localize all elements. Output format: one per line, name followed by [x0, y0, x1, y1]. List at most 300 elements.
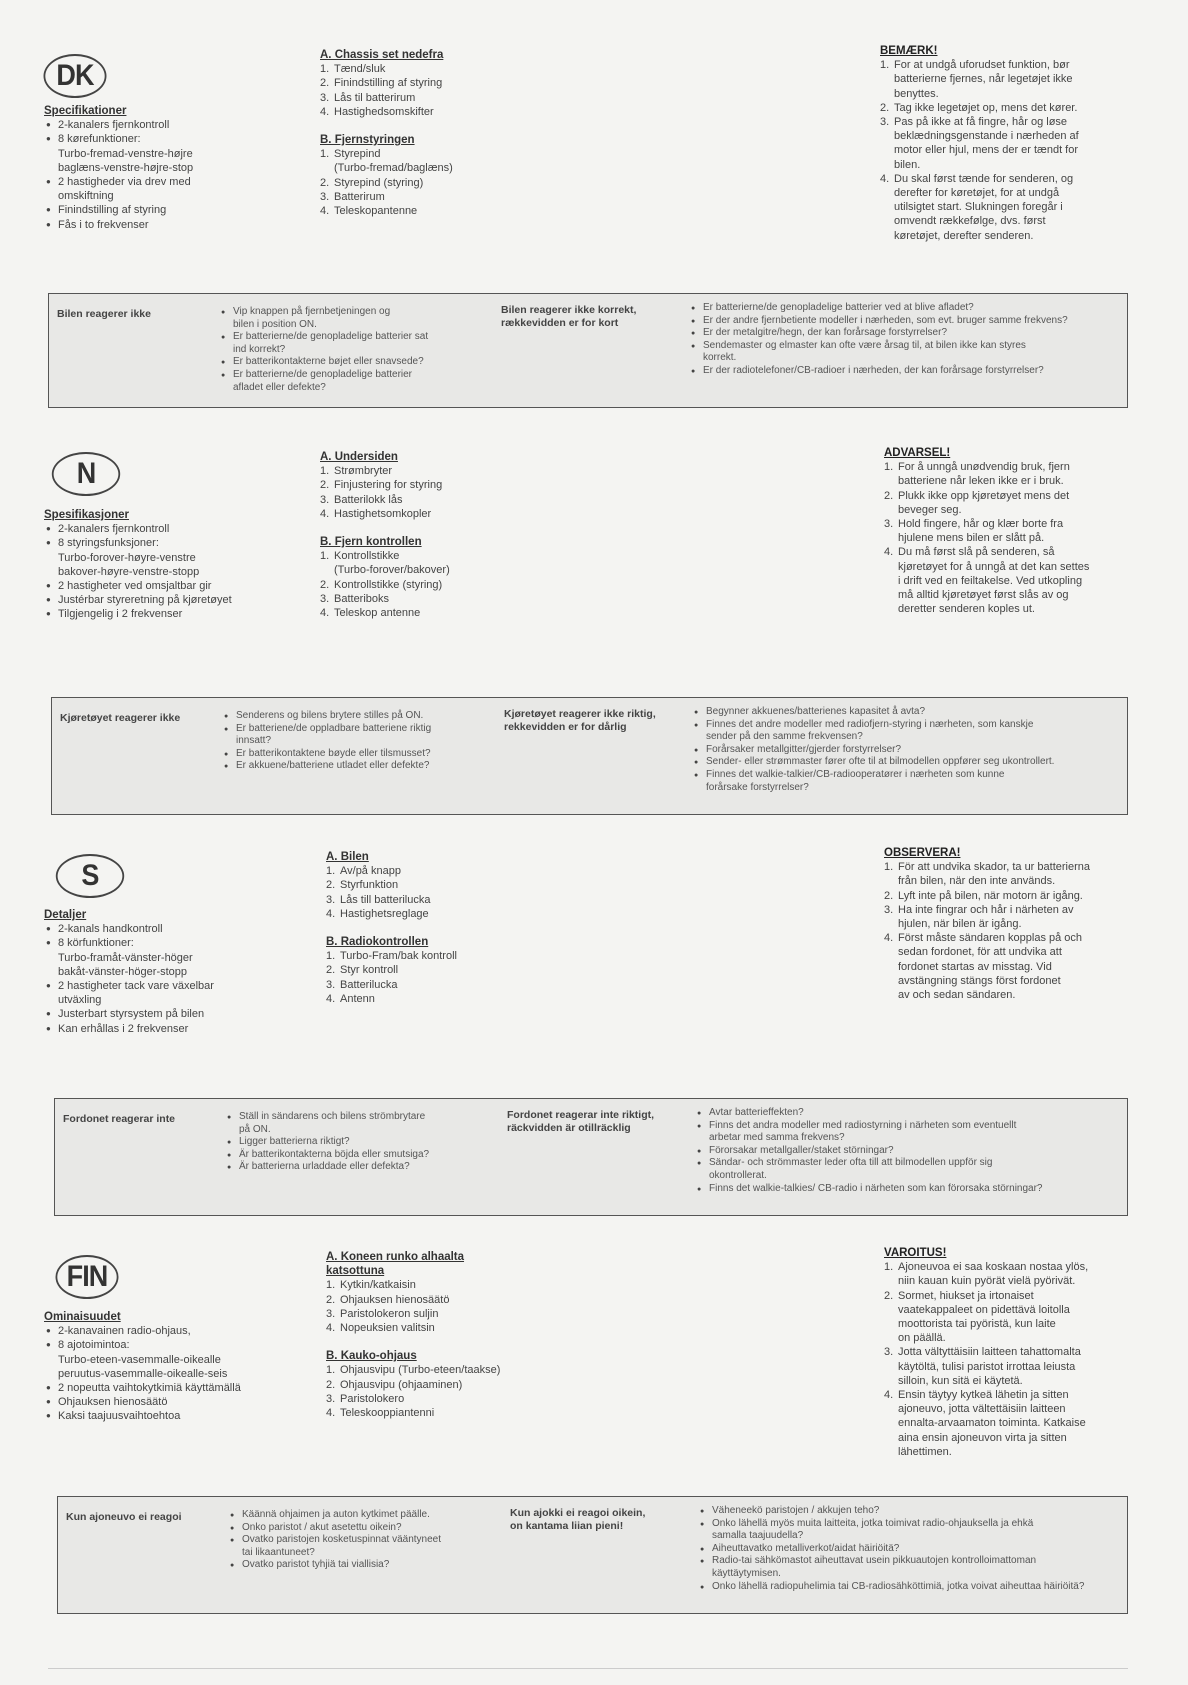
- item-number: 1.: [884, 461, 894, 474]
- troubleshooting-box: [48, 293, 1128, 408]
- check-item: [225, 1136, 525, 1149]
- part-item: [326, 907, 556, 921]
- item-number: 2.: [884, 489, 894, 502]
- spec-item-line: ● 2-kanalers fjernkontroll: [58, 523, 170, 536]
- part-item-text: Antenn: [340, 992, 375, 1005]
- part-item-text: Styrepind: [334, 148, 381, 161]
- spec-item: [44, 922, 284, 936]
- spacer: [320, 521, 550, 535]
- part-item-text: Batterilucka: [340, 978, 398, 991]
- item-number: 4.: [326, 1407, 336, 1420]
- warning-item-text: aina ensin ajoneuvon virta ja sitten: [898, 1431, 1067, 1444]
- check-item-line: ● Senderens og bilens brytere stilles på ON.: [236, 710, 424, 721]
- warning-item-text: batterierne fjernes, når legetøjet ikke: [894, 73, 1073, 86]
- part-item-text: Styrfunktion: [340, 879, 399, 892]
- part-item: [326, 963, 556, 977]
- spec-item-line: ● 8 körfunktioner:: [58, 937, 134, 950]
- item-number: 3.: [320, 91, 330, 104]
- item-number: 2.: [326, 1293, 336, 1306]
- part-item-text: Turbo-Fram/bak kontroll: [340, 950, 457, 963]
- spec-item-line: omskiftning: [58, 190, 114, 203]
- warning-list: [884, 460, 1124, 616]
- part-item: [320, 464, 550, 478]
- spec-item-line: ● 2-kanals handkontroll: [58, 923, 163, 936]
- check-item-line: ● Ställ in sändarens och bilens strömbrytare: [239, 1111, 426, 1122]
- check-item: [698, 1518, 1128, 1543]
- item-number: 2.: [326, 1378, 336, 1391]
- part-b: [320, 535, 550, 620]
- warning-notes: [880, 44, 1120, 243]
- item-number: 3.: [326, 978, 336, 991]
- check-item-line: ● Ovatko paristot tyhjiä tai viallisia?: [242, 1559, 390, 1571]
- check-item: [689, 327, 1119, 340]
- problem-checklist-poor-range: [698, 1505, 1128, 1593]
- check-item: [695, 1157, 1125, 1182]
- spec-item: [44, 1395, 284, 1409]
- warning-item-text: Lyft inte på bilen, när motorn är igång.: [898, 889, 1083, 902]
- item-number: 3.: [326, 893, 336, 906]
- part-title: B. Radiokontrollen: [326, 936, 429, 949]
- check-item: [222, 748, 522, 761]
- warning-item-text: må alltid kjøretøyet først slås av og: [898, 589, 1069, 602]
- spacer: [326, 921, 556, 935]
- check-item-line: forårsake forstyrrelser?: [706, 781, 809, 793]
- spec-item-line: ● 2 hastigheter ved omsjaltbar gir: [58, 580, 212, 593]
- specifications-title: Ominaisuudet: [44, 1311, 121, 1323]
- check-item: [225, 1161, 525, 1174]
- warning-item-text: Du må først slå på senderen, så: [898, 546, 1055, 559]
- check-item: [219, 356, 519, 369]
- parts-list: [326, 1250, 556, 1420]
- part-title: katsottuna: [326, 1265, 385, 1278]
- warning-item-text: on päällä.: [898, 1332, 946, 1345]
- warning-item-text: Ensin täytyy kytkeä lähetin ja sitten: [898, 1389, 1069, 1402]
- part-item: [320, 91, 550, 105]
- specifications-title: Spesifikasjoner: [44, 509, 130, 521]
- part-title: A. Undersiden: [320, 451, 398, 463]
- part-item-text: Av/på knapp: [340, 865, 401, 878]
- part-title: A. Chassis set nedefra: [320, 49, 444, 61]
- troubleshooting-box: [51, 697, 1128, 815]
- warning-item: [880, 58, 1120, 101]
- warning-title: BEMÆRK!: [880, 45, 938, 57]
- warning-item: [884, 489, 1124, 517]
- item-number: 1.: [884, 861, 894, 874]
- check-item-line: ● Ovatko paristojen kosketuspinnat vääntyneet: [242, 1534, 442, 1546]
- problem-title-line: Kun ajokki ei reagoi oikein,: [510, 1507, 646, 1519]
- check-item: [689, 365, 1119, 378]
- check-item-line: ● Er batteriene/de oppladbare batteriene riktig: [236, 722, 432, 734]
- part-a: [326, 850, 556, 921]
- item-number: 1.: [320, 148, 330, 161]
- item-number: 2.: [320, 479, 330, 492]
- part-item-text: Batteriboks: [334, 592, 390, 605]
- item-number: 4.: [884, 932, 894, 945]
- spec-item: [44, 936, 284, 979]
- warning-item-text: Hold fingere, hår og klær borte fra: [898, 518, 1064, 531]
- warning-item-text: beklædningsgenstande i nærheden af: [894, 130, 1079, 143]
- check-item-line: innsatt?: [236, 735, 272, 747]
- warning-item: [884, 460, 1124, 488]
- part-title: B. Kauko-ohjaus: [326, 1350, 417, 1363]
- problem-title-line: on kantama liian pieni!: [510, 1520, 624, 1532]
- warning-item-text: derefter for køretøjet, for at undgå: [894, 187, 1060, 200]
- spacer: [320, 119, 550, 133]
- warning-item-text: deretter senderen koples ut.: [898, 603, 1035, 616]
- check-item: [695, 1120, 1125, 1145]
- specifications-list: [44, 1324, 284, 1423]
- warning-item-text: køretøjet, derefter senderen.: [894, 229, 1034, 242]
- check-item-line: ● Forårsaker metallgitter/gjerder forstyrrelser?: [706, 743, 902, 755]
- language-section-n: [0, 440, 1188, 840]
- check-item: [225, 1149, 525, 1162]
- warning-item-text: niin kauan kuin pyörät vielä pyörivät.: [898, 1275, 1076, 1288]
- check-item-line: ● Är batterierna urladdade eller defekta?: [239, 1161, 410, 1173]
- spec-item-line: bakåt-vänster-höger-stopp: [58, 965, 188, 978]
- warning-item-text: Först måste sändaren kopplas på och: [898, 932, 1083, 945]
- check-item-line: ● Er batterikontaktene bøyde eller tilsmusset?: [236, 747, 431, 759]
- check-item-line: korrekt.: [703, 352, 737, 364]
- part-a: [320, 48, 550, 119]
- part-item: [320, 606, 550, 620]
- check-item: [698, 1505, 1128, 1518]
- warning-item-text: omvendt rækkefølge, dvs. først: [894, 215, 1046, 228]
- part-item-text: Styrepind (styring): [334, 176, 424, 189]
- item-number: 3.: [880, 116, 890, 129]
- item-number: 3.: [884, 518, 894, 531]
- check-item-line: ● Er batterikontakterne bøjet eller snavsede?: [233, 356, 424, 368]
- problem-title-no-response: Kjøretøyet reagerer ikke: [60, 712, 181, 724]
- spec-item-line: Turbo-eteen-vasemmalle-oikealle: [58, 1353, 221, 1366]
- check-item: [698, 1581, 1128, 1594]
- check-item-line: ● Sender- eller strømmaster fører ofte til at bilmodellen oppfører seg ukontrollert.: [706, 756, 1055, 768]
- part-item-text: Ohjausvipu (ohjaaminen): [340, 1378, 463, 1391]
- part-item: [320, 176, 550, 190]
- troubleshooting-box: [54, 1098, 1128, 1216]
- check-item: [689, 302, 1119, 315]
- item-number: 4.: [320, 205, 330, 218]
- item-number: 1.: [884, 1261, 894, 1274]
- parts-list: [320, 48, 550, 218]
- language-section-s: [0, 840, 1188, 1240]
- check-item-line: ● Er batterierne/de genopladelige batterier ved at blive afladet?: [703, 302, 974, 313]
- check-item: [692, 756, 1122, 769]
- warning-item: [880, 101, 1120, 115]
- check-item-line: ● Er batterierne/de genopladelige batterier: [233, 368, 413, 380]
- spacer: [326, 1335, 556, 1349]
- part-item: [326, 1392, 556, 1406]
- warning-item-text: avstängning stängs först fordonet: [898, 974, 1061, 987]
- part-item-text: (Turbo-forover/bakover): [334, 564, 450, 577]
- check-item: [222, 760, 522, 773]
- part-item-text: Hastighetsreglage: [340, 907, 429, 920]
- problem-title-line: rekkevidden er for dårlig: [504, 721, 627, 733]
- problem-title-no-response: Bilen reagerer ikke: [57, 308, 151, 320]
- warning-item-text: Tag ikke legetøjet op, mens det kører.: [894, 101, 1078, 114]
- part-item: [326, 1321, 556, 1335]
- check-item-line: ● Sändar- och strömmaster leder ofta till att bilmodellen uppför sig: [709, 1157, 993, 1169]
- item-number: 2.: [320, 176, 330, 189]
- warning-item-text: Sormet, hiukset ja irtonaiset: [898, 1289, 1034, 1302]
- check-item-line: ● Förorsakar metallgaller/staket störningar?: [709, 1144, 894, 1156]
- specifications-title: Detaljer: [44, 909, 87, 921]
- warning-item: [884, 1345, 1124, 1388]
- part-items: [320, 464, 550, 521]
- spec-item: [44, 1381, 284, 1395]
- part-item-text: Kontrollstikke: [334, 550, 400, 563]
- part-item-text: Finindstilling af styring: [334, 77, 443, 90]
- spec-item: [44, 593, 284, 607]
- part-item-text: Hastighetsomkopler: [334, 507, 432, 520]
- item-number: 4.: [326, 1322, 336, 1335]
- part-item: [326, 992, 556, 1006]
- warning-notes: [884, 846, 1124, 1002]
- check-item: [695, 1145, 1125, 1158]
- check-item-line: ● Begynner akkuenes/batterienes kapasitet å avta?: [706, 706, 926, 717]
- check-item: [219, 369, 519, 394]
- spec-item: [44, 607, 284, 621]
- warning-item: [884, 889, 1124, 903]
- spec-item-line: ● Tilgjengelig i 2 frekvenser: [58, 608, 183, 621]
- part-item-text: Strømbryter: [334, 465, 393, 478]
- spec-item: [44, 536, 284, 579]
- problem-checklist-poor-range: [689, 302, 1119, 378]
- part-items: [326, 864, 556, 921]
- item-number: 3.: [326, 1392, 336, 1405]
- spec-item: [44, 1022, 284, 1036]
- problem-checklist-no-response: [219, 306, 519, 394]
- warning-list: [884, 1260, 1124, 1459]
- spec-item-line: ● 2-kanalers fjernkontroll: [58, 119, 170, 132]
- check-item: [695, 1107, 1125, 1120]
- item-number: 2.: [326, 964, 336, 977]
- part-items: [320, 62, 550, 119]
- warning-item-text: ajoneuvo, jotta vältettäisiin laitteen: [898, 1403, 1066, 1416]
- check-item-line: sender på den samme frekvensen?: [706, 731, 863, 743]
- problem-title-line: rækkevidden er for kort: [501, 317, 619, 329]
- check-item: [692, 769, 1122, 794]
- item-number: 4.: [326, 992, 336, 1005]
- spec-item-line: utväxling: [58, 994, 102, 1007]
- problem-title-line: räckvidden är otillräcklig: [507, 1122, 631, 1134]
- part-items: [326, 949, 556, 1006]
- warning-item: [880, 115, 1120, 172]
- problem-title-poor-range: [504, 708, 656, 734]
- problem-checklist-no-response: [228, 1509, 528, 1572]
- warning-item-text: utilsigtet start. Slukningen foregår i: [894, 201, 1063, 214]
- warning-item-text: batteriene når leken ikke er i bruk.: [898, 475, 1064, 488]
- warning-item-text: från bilen, när den inte används.: [898, 875, 1056, 888]
- problem-title-line: Fordonet reagerar inte riktigt,: [507, 1109, 655, 1121]
- item-number: 4.: [320, 105, 330, 118]
- check-item: [689, 340, 1119, 365]
- problem-title-line: Bilen reagerer ikke korrekt,: [501, 304, 637, 316]
- item-number: 4.: [884, 1389, 894, 1402]
- item-number: 3.: [320, 493, 330, 506]
- specifications: [44, 508, 284, 622]
- spec-item-line: ● Kaksi taajuusvaihtoehtoa: [58, 1410, 181, 1423]
- item-number: 4.: [884, 546, 894, 559]
- part-item-text: Lås till batterilucka: [340, 893, 431, 906]
- warning-item-text: fordonet startas av misstag. Vid: [898, 960, 1052, 973]
- check-item-line: ● Väheneekö paristojen / akkujen teho?: [712, 1505, 880, 1516]
- troubleshooting-box: [57, 1496, 1128, 1614]
- part-item-text: Paristolokero: [340, 1392, 405, 1405]
- specifications: [44, 908, 284, 1036]
- part-item-text: Kytkin/katkaisin: [340, 1279, 416, 1292]
- check-item: [692, 744, 1122, 757]
- spec-item-line: ● 2 hastigheter tack vare växelbar: [58, 980, 214, 993]
- specifications: [44, 104, 284, 232]
- part-item-text: Paristolokeron suljin: [340, 1307, 439, 1320]
- part-title: B. Fjernstyringen: [320, 134, 415, 147]
- spec-item: [44, 1324, 284, 1338]
- item-number: 2.: [884, 889, 894, 902]
- item-number: 3.: [320, 190, 330, 203]
- part-item: [326, 1406, 556, 1420]
- spec-item-line: ● Justerbart styrsystem på bilen: [58, 1008, 205, 1021]
- language-section-dk: [0, 40, 1188, 440]
- specifications: [44, 1310, 284, 1424]
- warning-item-text: sedan fordonet, för att undvika att: [898, 946, 1062, 959]
- part-item-text: Teleskopantenne: [334, 205, 418, 218]
- warning-item-text: motor eller hjul, mens der er tændt for: [894, 144, 1079, 157]
- part-item-text: Styr kontroll: [340, 964, 399, 977]
- spec-item: [44, 579, 284, 593]
- item-number: 2.: [880, 101, 890, 114]
- check-item-line: ● Aiheuttavatko metalliverkot/aidat häiriöitä?: [712, 1542, 900, 1554]
- check-item-line: ● Onko lähellä myös muita laitteita, jotka toimivat radio-ohjauksella ja ehkä: [712, 1517, 1034, 1529]
- part-item-text: Batterilokk lås: [334, 493, 403, 506]
- spec-item: [44, 979, 284, 1007]
- item-number: 4.: [320, 607, 330, 620]
- check-item: [228, 1559, 528, 1572]
- spec-item-line: ● 2 nopeutta vaihtokytkimiä käyttämällä: [58, 1382, 241, 1395]
- part-item: [320, 478, 550, 492]
- part-item: [320, 105, 550, 119]
- item-number: 1.: [880, 59, 890, 72]
- warning-notes: [884, 446, 1124, 616]
- spec-item-line: ● 8 ajotoimintoa:: [58, 1339, 130, 1352]
- specifications-list: [44, 922, 284, 1036]
- part-item-text: Teleskop antenne: [334, 607, 421, 620]
- part-item: [320, 507, 550, 521]
- check-item-line: ● Er akkuene/batteriene utladet eller defekte?: [236, 760, 430, 772]
- item-number: 1.: [326, 1364, 336, 1377]
- part-item-text: Tænd/sluk: [334, 63, 386, 76]
- spec-item-line: ● 8 kørefunktioner:: [58, 133, 141, 146]
- item-number: 3.: [884, 903, 894, 916]
- part-item: [326, 893, 556, 907]
- problem-checklist-no-response: [222, 710, 522, 773]
- part-b: [320, 133, 550, 218]
- item-number: 2.: [884, 1289, 894, 1302]
- part-item-text: Batterirum: [334, 190, 385, 203]
- parts-list: [320, 450, 550, 620]
- language-section-fin: [0, 1240, 1188, 1640]
- part-item: [326, 949, 556, 963]
- part-item: [320, 549, 550, 577]
- check-item: [689, 315, 1119, 328]
- item-number: 4.: [880, 172, 890, 185]
- language-badge: DK: [44, 54, 107, 98]
- warning-item: [884, 903, 1124, 931]
- warning-title: ADVARSEL!: [884, 447, 951, 459]
- spec-item: [44, 132, 284, 175]
- check-item-line: ● Käännä ohjaimen ja auton kytkimet päälle.: [242, 1509, 430, 1520]
- check-item-line: tai likaantuneet?: [242, 1546, 315, 1558]
- part-items: [326, 1278, 556, 1335]
- check-item-line: ● Er der radiotelefoner/CB-radioer i nærheden, der kan forårsage forstyrrelser?: [703, 364, 1044, 376]
- part-item: [326, 1293, 556, 1307]
- part-title: B. Fjern kontrollen: [320, 536, 422, 549]
- part-item: [320, 190, 550, 204]
- check-item: [698, 1543, 1128, 1556]
- warning-item-text: hjulene mens bilen er slått på.: [898, 532, 1045, 545]
- warning-item-text: silloin, kun sitä ei käytetä.: [898, 1374, 1023, 1387]
- part-items: [320, 147, 550, 218]
- spec-item-line: Turbo-forover-høyre-venstre: [58, 551, 196, 564]
- item-number: 3.: [320, 592, 330, 605]
- warning-item-text: benyttes.: [894, 87, 939, 100]
- spec-item: [44, 1338, 284, 1381]
- language-badge: FIN: [56, 1255, 119, 1299]
- part-item-text: Hastighedsomskifter: [334, 105, 434, 118]
- check-item-line: ● Er der andre fjernbetiente modeller i nærheden, som evt. bruger samme frekvens?: [703, 314, 1068, 326]
- check-item: [222, 723, 522, 748]
- check-item-line: på ON.: [239, 1123, 271, 1135]
- warning-item: [884, 1289, 1124, 1346]
- problem-title-line: Kjøretøyet reagerer ikke riktig,: [504, 708, 656, 720]
- spec-item-line: Turbo-fremad-venstre-højre: [58, 147, 193, 160]
- item-number: 1.: [320, 465, 330, 478]
- part-item: [320, 493, 550, 507]
- warning-title: VAROITUS!: [884, 1247, 947, 1259]
- spec-item-line: ● Finindstilling af styring: [58, 204, 167, 217]
- warning-item-text: For at undgå uforudset funktion, bør: [894, 59, 1070, 72]
- check-item-line: ● Finnes det walkie-talkier/CB-radiooperatører i nærheten som kunne: [706, 768, 1005, 780]
- part-item-text: Ohjausvipu (Turbo-eteen/taakse): [340, 1364, 501, 1377]
- check-item-line: ● Radio-tai sähkömastot aiheuttavat usein pikkuautojen kontrolloimattoman: [712, 1555, 1037, 1567]
- check-item: [228, 1522, 528, 1535]
- warning-item-text: bilen.: [894, 158, 921, 171]
- item-number: 2.: [320, 77, 330, 90]
- part-items: [326, 1363, 556, 1420]
- check-item-line: arbetar med samma frekvens?: [709, 1132, 845, 1144]
- part-item: [326, 1278, 556, 1292]
- warning-item: [880, 172, 1120, 243]
- warning-list: [884, 860, 1124, 1002]
- specifications-title: Specifikationer: [44, 105, 127, 117]
- check-item-line: okontrollerat.: [709, 1169, 767, 1181]
- part-item: [326, 878, 556, 892]
- spec-item-line: ● 2 hastigheder via drev med: [58, 176, 191, 189]
- part-title: A. Koneen runko alhaalta: [326, 1251, 465, 1263]
- specifications-list: [44, 522, 284, 621]
- part-a: [326, 1250, 556, 1335]
- part-item-text: Kontrollstikke (styring): [334, 578, 443, 591]
- item-number: 2.: [320, 578, 330, 591]
- warning-notes: [884, 1246, 1124, 1459]
- problem-checklist-poor-range: [692, 706, 1122, 794]
- check-item-line: ● Finnes det andre modeller med radiofjern-styring i nærheten, som kanskje: [706, 718, 1034, 730]
- check-item-line: ● Finns det andra modeller med radiostyrning i närheten som eventuellt: [709, 1119, 1017, 1131]
- item-number: 2.: [326, 879, 336, 892]
- warning-item-text: För att undvika skador, ta ur batterierna: [898, 861, 1090, 874]
- check-item-line: ● Vip knappen på fjernbetjeningen og: [233, 306, 391, 317]
- check-item: [222, 710, 522, 723]
- part-b: [326, 935, 556, 1006]
